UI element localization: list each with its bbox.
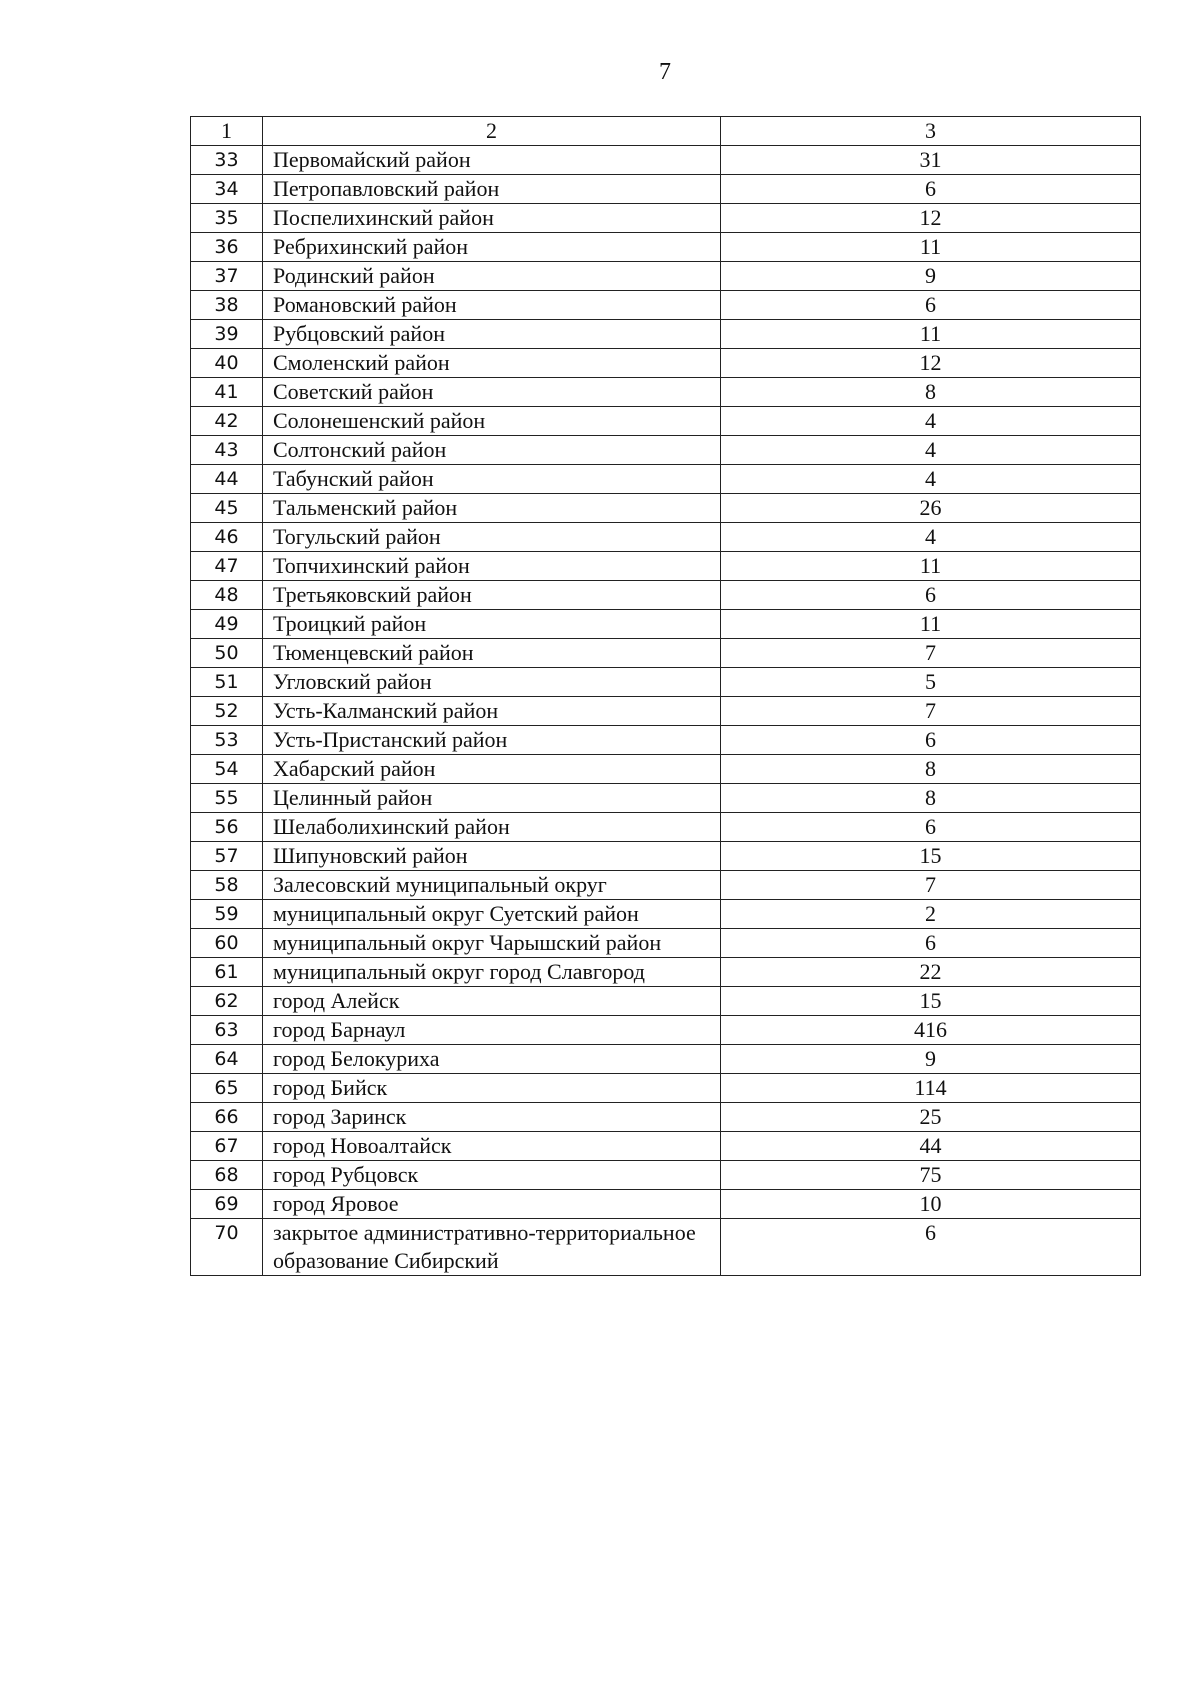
municipality-name: Тальменский район [263,494,721,523]
table-row [191,784,1141,813]
row-number: 48 [191,581,263,610]
municipality-name: Шипуновский район [263,842,721,871]
row-value: 11 [721,610,1141,639]
row-number: 64 [191,1045,263,1074]
table-row [191,349,1141,378]
municipality-name: город Яровое [263,1190,721,1219]
row-number: 54 [191,755,263,784]
municipality-name: Тогульский район [263,523,721,552]
row-value: 8 [721,784,1141,813]
row-number: 36 [191,233,263,262]
row-value: 4 [721,436,1141,465]
row-value: 416 [721,1016,1141,1045]
municipality-name: город Барнаул [263,1016,721,1045]
municipality-name: Советский район [263,378,721,407]
table-row [191,871,1141,900]
row-value: 7 [721,697,1141,726]
table-row [191,1074,1141,1103]
row-value: 4 [721,407,1141,436]
table-header-row [191,117,1141,146]
table-row [191,726,1141,755]
row-value: 11 [721,233,1141,262]
table-row [191,523,1141,552]
row-value: 15 [721,987,1141,1016]
table-row [191,1103,1141,1132]
row-value: 6 [721,175,1141,204]
row-number: 47 [191,552,263,581]
row-number: 63 [191,1016,263,1045]
row-number: 56 [191,813,263,842]
row-value: 7 [721,639,1141,668]
row-value: 15 [721,842,1141,871]
row-value: 10 [721,1190,1141,1219]
row-value: 44 [721,1132,1141,1161]
municipality-name: Усть-Калманский район [263,697,721,726]
table-row [191,175,1141,204]
municipality-name: Петропавловский район [263,175,721,204]
column-header-2: 2 [263,117,721,146]
allocation-table [190,116,1141,1276]
row-number: 41 [191,378,263,407]
row-value: 26 [721,494,1141,523]
row-value: 114 [721,1074,1141,1103]
table-row [191,204,1141,233]
table-row [191,1045,1141,1074]
table-row [191,668,1141,697]
table-row [191,610,1141,639]
row-number: 34 [191,175,263,204]
table-row [191,378,1141,407]
municipality-name: Залесовский муниципальный округ [263,871,721,900]
row-number: 67 [191,1132,263,1161]
table-row [191,1161,1141,1190]
table-row [191,1190,1141,1219]
column-header-3: 3 [721,117,1141,146]
municipality-name: Угловский район [263,668,721,697]
table-row [191,842,1141,871]
row-value: 6 [721,1219,1141,1276]
municipality-name: Поспелихинский район [263,204,721,233]
row-value: 9 [721,262,1141,291]
row-number: 43 [191,436,263,465]
municipality-name: Целинный район [263,784,721,813]
municipality-name: Тюменцевский район [263,639,721,668]
table-row [191,987,1141,1016]
municipality-name: муниципальный округ Суетский район [263,900,721,929]
row-value: 11 [721,320,1141,349]
row-number: 66 [191,1103,263,1132]
table-row [191,900,1141,929]
row-number: 40 [191,349,263,378]
municipality-name: Усть-Пристанский район [263,726,721,755]
table-row [191,813,1141,842]
row-number: 33 [191,146,263,175]
municipality-name: город Заринск [263,1103,721,1132]
row-value: 5 [721,668,1141,697]
row-value: 12 [721,349,1141,378]
table-row [191,1219,1141,1276]
table-row [191,320,1141,349]
row-number: 51 [191,668,263,697]
row-value: 6 [721,291,1141,320]
municipality-name: Шелаболихинский район [263,813,721,842]
municipality-name: Солтонский район [263,436,721,465]
table-row [191,697,1141,726]
municipality-name: муниципальный округ город Славгород [263,958,721,987]
municipality-name: закрытое административно-территориальное образование Сибирский [263,1219,721,1276]
row-value: 6 [721,929,1141,958]
row-number: 42 [191,407,263,436]
row-number: 62 [191,987,263,1016]
table-container [190,116,1140,1276]
municipality-name: Солонешенский район [263,407,721,436]
table-row [191,581,1141,610]
table-row [191,958,1141,987]
row-number: 50 [191,639,263,668]
municipality-name: Рубцовский район [263,320,721,349]
row-number: 55 [191,784,263,813]
row-number: 45 [191,494,263,523]
row-number: 49 [191,610,263,639]
row-value: 25 [721,1103,1141,1132]
municipality-name: город Рубцовск [263,1161,721,1190]
municipality-name: город Новоалтайск [263,1132,721,1161]
table-row [191,639,1141,668]
row-value: 12 [721,204,1141,233]
municipality-name: Хабарский район [263,755,721,784]
table-row [191,291,1141,320]
municipality-name: Смоленский район [263,349,721,378]
table-row [191,407,1141,436]
row-number: 46 [191,523,263,552]
row-number: 61 [191,958,263,987]
row-value: 7 [721,871,1141,900]
table-row [191,552,1141,581]
row-number: 38 [191,291,263,320]
row-number: 52 [191,697,263,726]
table-row [191,465,1141,494]
row-value: 11 [721,552,1141,581]
column-header-1: 1 [191,117,263,146]
row-value: 8 [721,378,1141,407]
row-number: 44 [191,465,263,494]
page-number: 7 [659,59,671,85]
row-number: 35 [191,204,263,233]
row-number: 68 [191,1161,263,1190]
municipality-name: Ребрихинский район [263,233,721,262]
table-row [191,436,1141,465]
municipality-name: город Алейск [263,987,721,1016]
municipality-name: Топчихинский район [263,552,721,581]
row-value: 6 [721,726,1141,755]
table-row [191,146,1141,175]
row-value: 2 [721,900,1141,929]
municipality-name: Троицкий район [263,610,721,639]
row-number: 58 [191,871,263,900]
row-value: 6 [721,581,1141,610]
row-number: 70 [191,1219,263,1276]
municipality-name: Третьяковский район [263,581,721,610]
municipality-name: город Белокуриха [263,1045,721,1074]
row-value: 9 [721,1045,1141,1074]
municipality-name: муниципальный округ Чарышский район [263,929,721,958]
municipality-name: Первомайский район [263,146,721,175]
row-number: 59 [191,900,263,929]
table-row [191,262,1141,291]
row-value: 31 [721,146,1141,175]
row-value: 6 [721,813,1141,842]
table-row [191,929,1141,958]
municipality-name: Родинский район [263,262,721,291]
row-value: 4 [721,465,1141,494]
table-body [191,117,1141,1276]
table-row [191,1132,1141,1161]
row-number: 37 [191,262,263,291]
municipality-name: город Бийск [263,1074,721,1103]
row-number: 53 [191,726,263,755]
row-number: 69 [191,1190,263,1219]
row-number: 60 [191,929,263,958]
row-value: 4 [721,523,1141,552]
table-row [191,755,1141,784]
row-number: 57 [191,842,263,871]
row-number: 65 [191,1074,263,1103]
row-value: 22 [721,958,1141,987]
row-value: 8 [721,755,1141,784]
row-number: 39 [191,320,263,349]
table-row [191,1016,1141,1045]
table-row [191,233,1141,262]
municipality-name: Табунский район [263,465,721,494]
row-value: 75 [721,1161,1141,1190]
table-row [191,494,1141,523]
municipality-name: Романовский район [263,291,721,320]
